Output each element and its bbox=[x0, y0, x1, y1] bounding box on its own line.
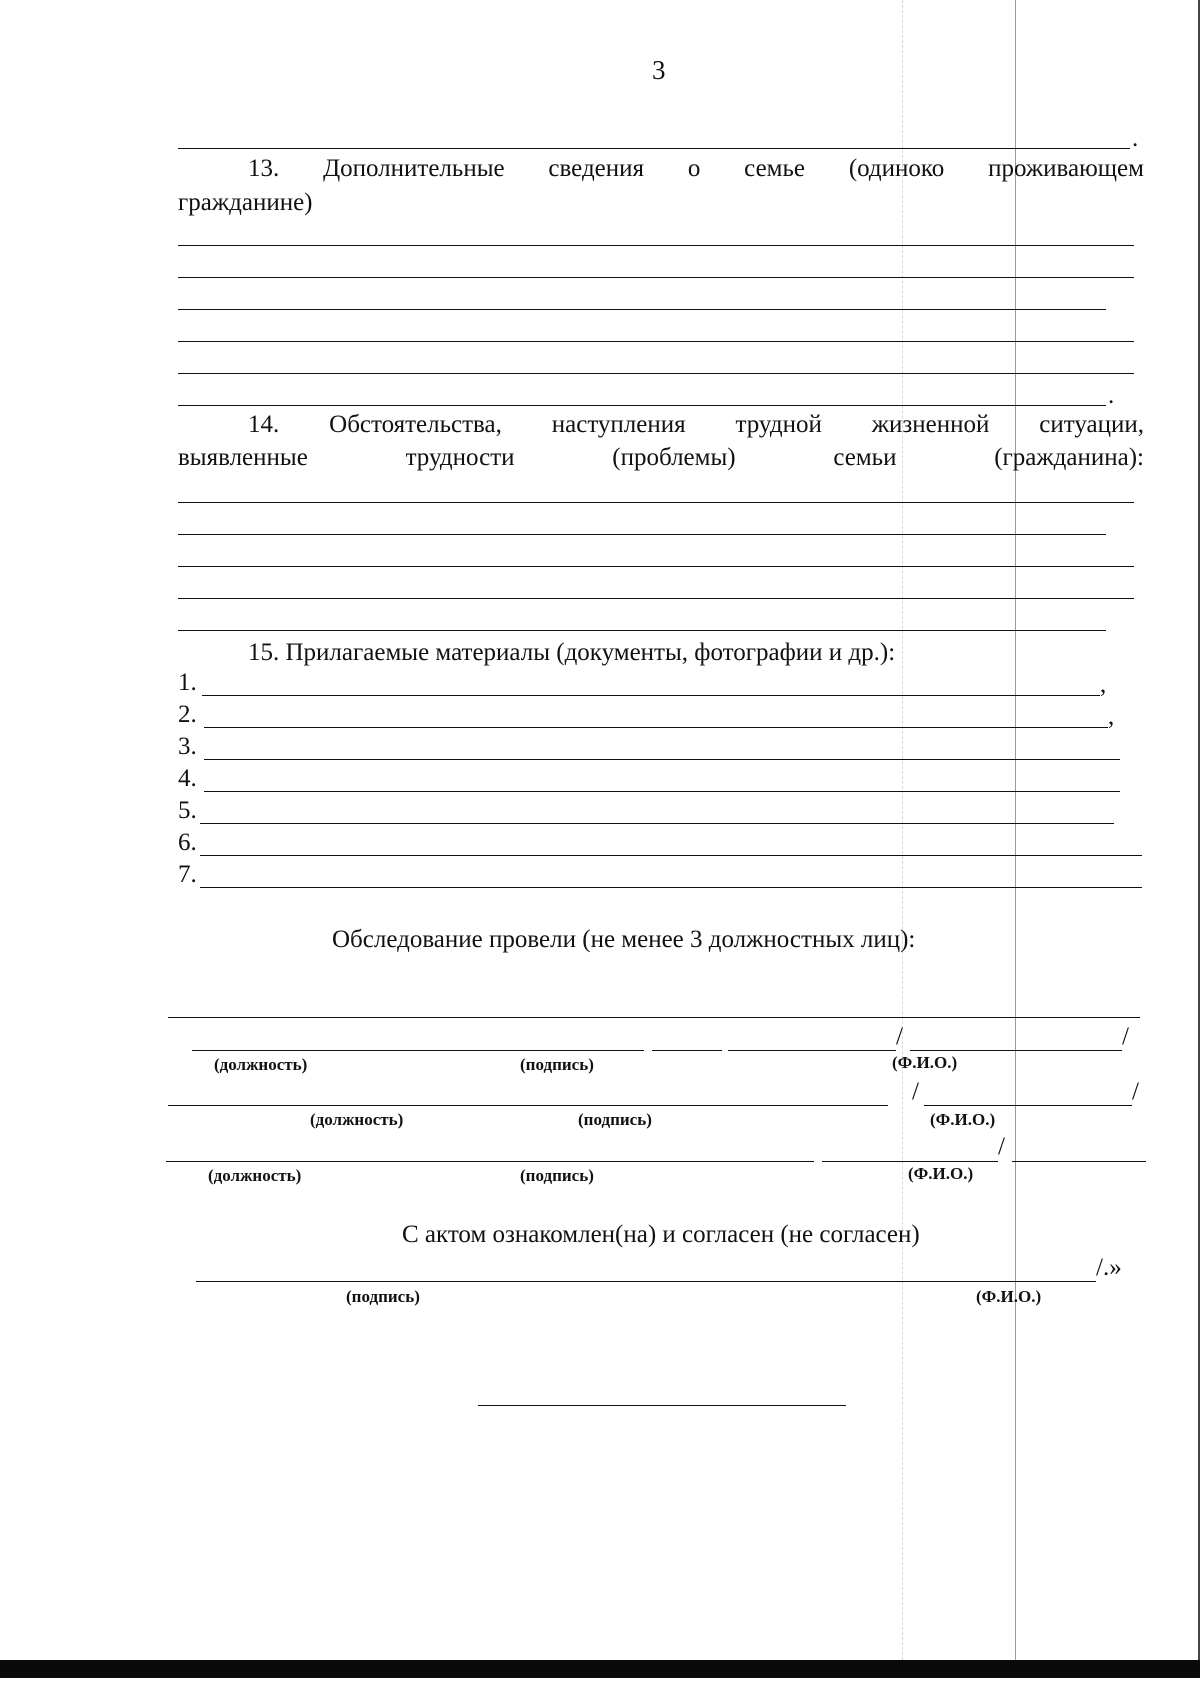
name-line bbox=[1012, 1161, 1146, 1162]
label-signature: (подпись) bbox=[578, 1110, 652, 1129]
attachment-line bbox=[200, 823, 1114, 824]
attachment-number: 3. bbox=[178, 733, 197, 760]
label-name: (Ф.И.О.) bbox=[930, 1110, 996, 1129]
section14-word: семьи bbox=[833, 444, 897, 471]
signature-line bbox=[822, 1161, 998, 1162]
label-position: (должность) bbox=[214, 1055, 308, 1074]
name-line bbox=[924, 1105, 1132, 1106]
line-end-period: . bbox=[1108, 382, 1115, 409]
section14-line1 bbox=[248, 410, 1144, 440]
fill-line bbox=[178, 566, 1134, 567]
slash-separator: / bbox=[912, 1078, 919, 1105]
section13-word: о bbox=[687, 155, 701, 182]
label-signature: (подпись) bbox=[520, 1166, 594, 1185]
label-position: (должность) bbox=[208, 1166, 302, 1185]
section14-word: (гражданина): bbox=[994, 444, 1144, 471]
section13-word: семье bbox=[744, 155, 805, 182]
section14-word: наступления bbox=[551, 411, 686, 438]
attachment-line bbox=[204, 727, 1108, 728]
section14-word: трудности bbox=[405, 444, 515, 471]
acknowledgement-end-mark: /.» bbox=[1096, 1254, 1122, 1281]
attachment-line bbox=[204, 791, 1120, 792]
position-line bbox=[192, 1050, 644, 1051]
slash-separator: / bbox=[1122, 1023, 1129, 1050]
attachment-line bbox=[204, 759, 1120, 760]
section14-word: выявленные bbox=[178, 444, 308, 471]
section13-line2: гражданине) bbox=[178, 189, 313, 216]
scan-bottom-bar bbox=[0, 1660, 1200, 1678]
fill-line bbox=[178, 309, 1106, 310]
section14-word: жизненной bbox=[871, 411, 990, 438]
section13-line1 bbox=[248, 154, 1144, 184]
attachment-number: 4. bbox=[178, 765, 197, 792]
attachment-line bbox=[200, 887, 1142, 888]
fill-line bbox=[178, 502, 1134, 503]
attachment-comma: , bbox=[1100, 671, 1107, 698]
closing-rule bbox=[478, 1405, 846, 1406]
label-name: (Ф.И.О.) bbox=[976, 1287, 1042, 1306]
label-signature: (подпись) bbox=[520, 1055, 594, 1074]
attachment-number: 1. bbox=[178, 669, 197, 696]
acknowledgement-title: С актом ознакомлен(на) и согласен (не согласен) bbox=[402, 1221, 920, 1248]
section13-word: сведения bbox=[548, 155, 645, 182]
section14-word: (проблемы) bbox=[612, 444, 736, 471]
fill-line bbox=[178, 245, 1134, 246]
section13-word: проживающем bbox=[988, 155, 1144, 182]
fill-line bbox=[178, 534, 1106, 535]
section14-word: 14. bbox=[248, 411, 280, 438]
label-name: (Ф.И.О.) bbox=[908, 1164, 974, 1183]
attachment-line bbox=[202, 695, 1100, 696]
section13-word: 13. bbox=[248, 155, 280, 182]
name-line bbox=[910, 1050, 1122, 1051]
scan-artifact-line bbox=[1015, 0, 1016, 1660]
fill-line bbox=[178, 373, 1134, 374]
attachment-comma: , bbox=[1108, 703, 1115, 730]
acknowledgement-line bbox=[196, 1281, 1096, 1282]
attachment-number: 2. bbox=[178, 701, 197, 728]
signature-line bbox=[728, 1050, 896, 1051]
fill-line bbox=[178, 598, 1134, 599]
fill-line bbox=[178, 148, 1130, 149]
label-position: (должность) bbox=[310, 1110, 404, 1129]
line-end-period: . bbox=[1132, 125, 1139, 152]
page-number: 3 bbox=[652, 55, 666, 85]
attachment-number: 6. bbox=[178, 829, 197, 856]
attachment-number: 7. bbox=[178, 861, 197, 888]
attachment-line bbox=[200, 855, 1142, 856]
section14-word: Обстоятельства, bbox=[329, 411, 502, 438]
section14-line2 bbox=[178, 443, 1144, 473]
scan-artifact-line bbox=[902, 0, 903, 1660]
fill-line bbox=[178, 630, 1106, 631]
section13-word: (одиноко bbox=[848, 155, 945, 182]
signature-line bbox=[168, 1017, 1140, 1018]
fill-line bbox=[178, 277, 1134, 278]
slash-separator: / bbox=[1132, 1078, 1139, 1105]
slash-separator: / bbox=[896, 1023, 903, 1050]
fill-line bbox=[178, 405, 1106, 406]
section13-word: Дополнительные bbox=[323, 155, 505, 182]
section14-word: трудной bbox=[735, 411, 822, 438]
section14-word: ситуации, bbox=[1039, 411, 1144, 438]
attachment-number: 5. bbox=[178, 797, 197, 824]
label-name: (Ф.И.О.) bbox=[892, 1053, 958, 1072]
inspection-title: Обследование провели (не менее 3 должностных лиц): bbox=[332, 926, 916, 953]
signature-line bbox=[166, 1161, 814, 1162]
signature-line bbox=[652, 1050, 722, 1051]
fill-line bbox=[178, 341, 1134, 342]
signature-line bbox=[168, 1105, 888, 1106]
label-signature: (подпись) bbox=[346, 1287, 420, 1306]
section15-title: 15. Прилагаемые материалы (документы, фотографии и др.): bbox=[248, 639, 896, 666]
slash-separator: / bbox=[998, 1133, 1005, 1160]
